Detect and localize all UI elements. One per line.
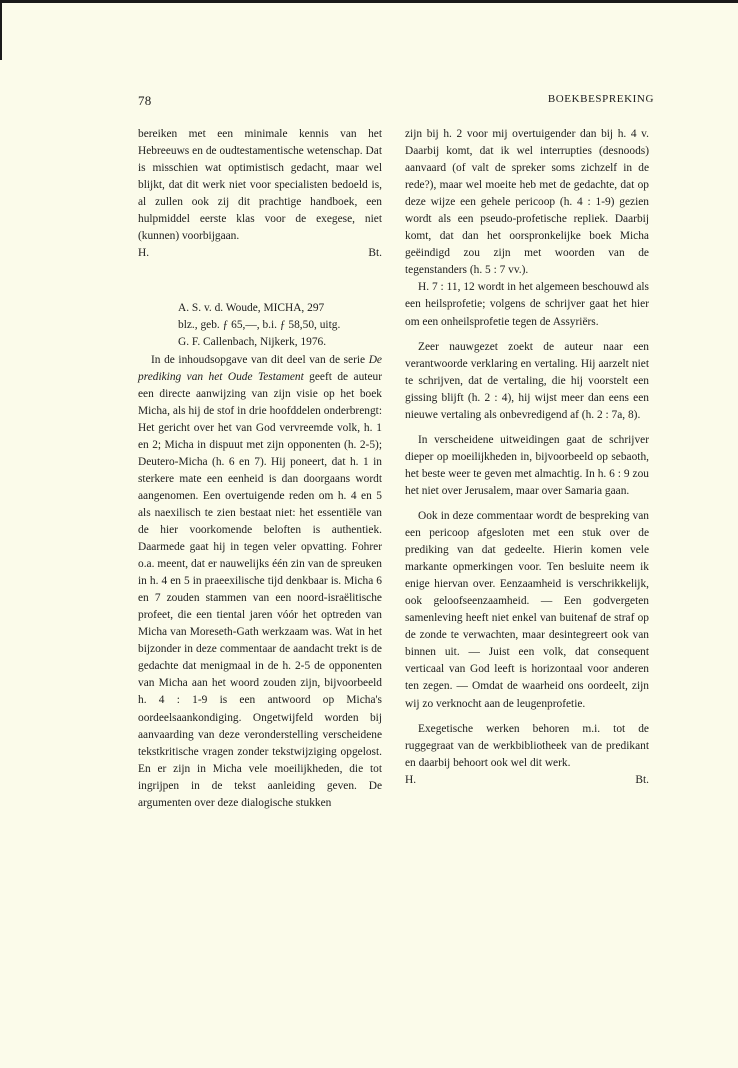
biblio-line: A. S. v. d. Woude, MICHA, 297 xyxy=(178,302,325,315)
biblio-line: blz., geb. ƒ 65,—, b.i. ƒ 58,50, uitg. xyxy=(178,319,341,332)
biblio-line: G. F. Callenbach, Nijkerk, 1976. xyxy=(178,336,327,349)
review-paragraph: Exegetische werken behoren m.i. tot de ruggegraat van de werkbibliotheek van de predikant en daarbij behoort ook wel dit werk. xyxy=(405,722,649,769)
signature-name: Bt. xyxy=(635,773,649,786)
spacer xyxy=(405,331,649,339)
right-column xyxy=(405,126,649,789)
review-paragraph: zijn bij h. 2 voor mij overtuigender dan bij h. 4 v. Daarbij komt, dat ik wel interrupties (desnoods) aanvaard (of valt de spreker soms zichzelf in de rede?), maar wel moeite heb met de gedachte, dat op deze wijze een gehele pericoop (h. 4 : 1-9) gezien wordt als een pseudo-profetische repliek. Daarbij komt, dat dan het oorspronkelijke boek Micha geëindigd zou zijn met woorden van de tegenstanders (h. 5 : 7 vv.). xyxy=(405,128,649,277)
review-paragraph: In verscheidene uitweidingen gaat de schrijver dieper op moeilijkheden in, bijvoorbeeld op sebaoth, het beste weer te geven met almachtig. In h. 6 : 9 zou het niet over Jerusalem, maar over Samaria gaan. xyxy=(405,433,649,497)
review-paragraph: H. 7 : 11, 12 wordt in het algemeen beschouwd als een heilsprofetie; volgens de schrijver gaat het hier om een onheilsprofetie tegen de Assyriërs. xyxy=(405,281,649,328)
bibliographic-entry xyxy=(138,300,382,351)
spacer xyxy=(405,713,649,721)
signature-line xyxy=(405,772,649,789)
review-paragraph: Ook in deze commentaar wordt de bespreking van een pericoop afgesloten met een stuk over de prediking van dat gedeelte. Hierin komen vele markante opmerkingen voor. Ten besluite neem ik enige hiervan over. Eenzaamheid is verschrikkelijk, ook geloofseenzaamheid. — Een godvergeten samenleving heeft niet enkel van buitenaf de straf op de zonde te verwachten, maar desintegreert ook van binnen uit. — Juist een volk, dat consequent verticaal van God leeft is horizontaal voor anderen ten zegen. — Omdat de waarheid ons oordeelt, zijn wij zo verknocht aan de leugenprofetie. xyxy=(405,509,649,710)
previous-review-ending: bereiken met een minimale kennis van het Hebreeuws en de oudtestamentische wetenschap. Dat is misschien wat optimistisch gedacht, maar wel blijkt, dat dit werk niet voor specialisten bedoeld is, al zullen ook zij dit prachtige handboek, een hulpmiddel eerste klas voor de exegese, niet (kunnen) voorbijgaan. xyxy=(138,128,382,243)
page-number: 78 xyxy=(138,93,152,108)
top-border xyxy=(0,0,738,3)
review-paragraph: In de inhoudsopgave van dit deel van de serie De prediking van het Oude Testament geeft de auteur een directe aanwijzing van zijn visie op het boek Micha, als hij de stof in drie hoofddelen onderbrengt: Het gericht over het van God vervreemde volk, h. 1 en 2; Micha in dispuut met zijn opponenten (h. 2-5); Deutero-Micha (h. 6 en 7). Hij poneert, dat h. 1 in sterkere mate een eenheid is dan doorgaans wordt aangenomen. Een overtuigende reden om h. 4 en 5 als naexilisch te zien bestaat niet: het essentiële van de hier voorkomende beloften is authentiek. Daarmede gaat hij in tegen veler opvatting. Fohrer o.a. meent, dat er nauwelijks één zin van de spreuken in h. 4 en 5 in praeexilische tijd denkbaar is. Micha 6 en 7 zouden stammen van een noord-israëlitische profeet, die een tiental jaren vóór het optreden van Micha van Moreseth-Gath werkzaam was. Wat in het bijzonder in deze commentaar de aandacht trekt is de gedachte dat menigmaal in de h. 2-5 de opponenten van Micha aan het woord zouden zijn, bijvoorbeeld h. 4 : 1-9 is een antwoord op Micha's oordeelsaankondiging. Ongetwijfeld worden bij aanvaarding van deze veronderstelling verscheidene tekstkritische vragen zonder tekstwijziging opgelost. En er zijn in Micha vele moeilijkheden, die tot ingrijpen in de tekst aanleiding geven. De argumenten over deze dialogische stukken xyxy=(138,353,382,809)
review-paragraph: Zeer nauwgezet zoekt de auteur naar een verantwoorde verklaring en vertaling. Hij aarzelt niet te schrijven, dat de vertaling, die hij voorstelt een gissing blijft (h. 2 : 4), hij wijst meer dan eens een nieuwe vertaling als onbevredigend af (h. 2 : 7a, 8). xyxy=(405,340,649,421)
signature-name: Bt. xyxy=(368,247,382,260)
spacer xyxy=(405,424,649,432)
running-head: BOEKBESPREKING xyxy=(547,93,654,105)
signature-initial: H. xyxy=(405,773,417,786)
spacer xyxy=(138,262,382,300)
left-column xyxy=(138,126,382,812)
signature-line xyxy=(138,245,382,262)
spacer xyxy=(405,500,649,508)
series-title: De prediking van het Oude Testament xyxy=(138,353,382,383)
left-border xyxy=(0,0,2,60)
signature-initial: H. xyxy=(138,247,150,260)
